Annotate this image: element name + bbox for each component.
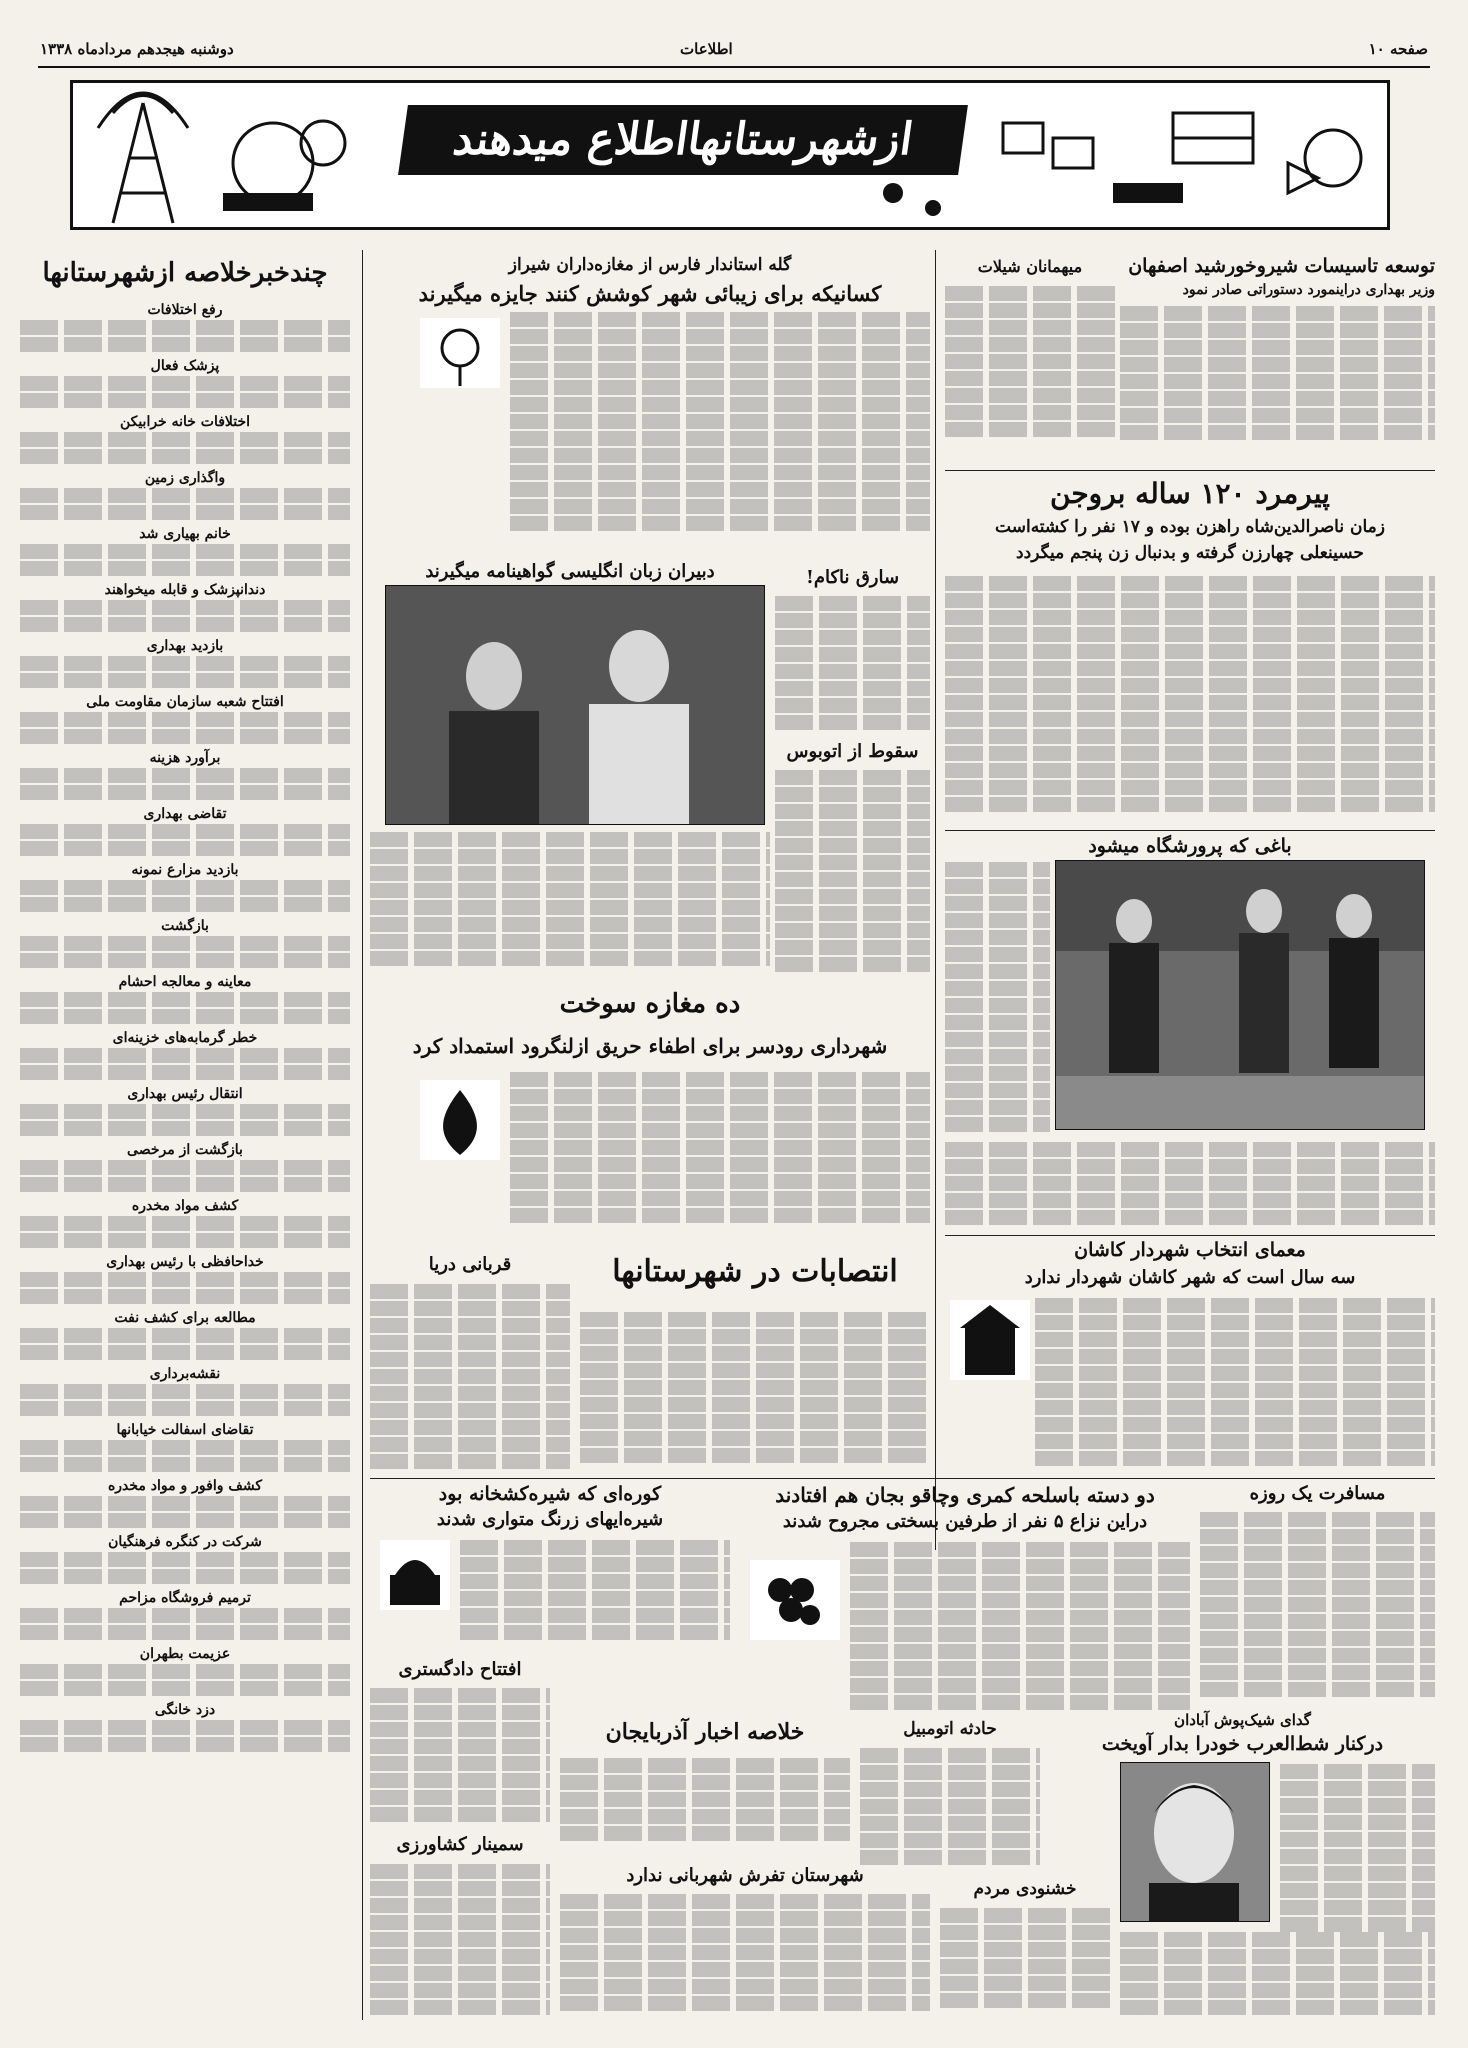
shops-subhead: شهرداری رودسر برای اطفاء حریق ازلنگرود استمداد کرد	[412, 1034, 888, 1058]
oldman-subhead-1: زمان ناصرالدین‌شاه راهزن بوده و ۱۷ نفر را کشته‌است	[995, 517, 1385, 537]
shatt-body-continued	[1120, 1930, 1435, 2020]
milk-body	[1120, 304, 1435, 454]
brief-news-item-body	[20, 712, 350, 744]
thief-headline: سارق ناکام!	[805, 567, 900, 588]
brief-news-item-body	[20, 320, 350, 352]
brief-news-item-body	[20, 432, 350, 464]
brief-news-item-title: نقشه‌برداری	[149, 1366, 221, 1382]
section-rule	[945, 1235, 1435, 1236]
bus-headline: سقوط از اتوبوس	[786, 741, 919, 762]
section-banner	[70, 80, 1390, 230]
brief-news-item-title: بازگشت از مرخصی	[127, 1142, 243, 1158]
farm-headline: سمینار کشاورزی	[396, 1834, 524, 1855]
brief-news-item-title: خطر گرمابه‌های خزینه‌ای	[112, 1030, 258, 1046]
masthead-rule	[38, 66, 1430, 68]
brief-news-item-title: واگذاری زمین	[144, 470, 226, 486]
tourism-headline: کسانیکه برای زیبائی شهر کوشش کنند جایزه میگیرند	[418, 281, 882, 306]
oldman-body-continued	[945, 860, 1050, 1140]
brief-news-item-body	[20, 1496, 350, 1528]
garden-headline: باغی که پرورشگاه میشود	[1088, 835, 1292, 857]
garden-body	[945, 1140, 1435, 1230]
groundbreaking-photo-icon	[1055, 861, 1424, 1130]
tafresh-headline: شهرستان تفرش شهربانی ندارد	[626, 1865, 864, 1886]
brief-news-item-title: دندانپزشک و قابله میخواهند	[104, 582, 266, 598]
brief-news-item-body	[20, 1328, 350, 1360]
brief-news-item-title: خداحافظی با رئیس بهداری	[106, 1254, 264, 1270]
oldman-subhead-2: حسینعلی چهارزن گرفته و بدنبال زن پنجم میگردد	[1016, 543, 1364, 563]
appointments-headline: انتصابات در شهرستانها	[612, 1254, 898, 1289]
fight-subhead: دراین نزاع ۵ نفر از طرفین بسختی مجروح شدند	[782, 1511, 1148, 1532]
court-headline: افتتاح دادگستری	[398, 1659, 522, 1680]
brief-news-item-body	[20, 544, 350, 576]
brief-news-item-title: تقاضی بهداری	[143, 806, 227, 822]
brief-news-item-body	[20, 1664, 350, 1696]
brief-news-item-body	[20, 376, 350, 408]
brief-news-item-title: افتتاح شعبه سازمان مقاومت ملی	[86, 694, 284, 710]
brief-news-item-body	[20, 1216, 350, 1248]
brief-news-item-title: دزد خانگی	[154, 1702, 216, 1718]
guests-headline: میهمانان شیلات	[977, 257, 1083, 276]
brief-news-item-body	[20, 600, 350, 632]
brief-news-item-title: کشف وافور و مواد مخدره	[107, 1478, 263, 1494]
brief-news-item-title: کشف مواد مخدره	[131, 1198, 239, 1214]
milk-subhead: وزیر بهداری دراینمورد دستوراتی صادر نمود	[1182, 282, 1435, 298]
accident-headline: حادثه اتومبیل	[903, 1719, 997, 1739]
portrait-photo	[1120, 1762, 1270, 1922]
kashan-headline: معمای انتخاب شهردار کاشان	[1074, 1239, 1306, 1261]
satisfaction-body	[940, 1906, 1110, 2021]
brief-news-item-body	[20, 1104, 350, 1136]
brief-news-item-body	[20, 1552, 350, 1584]
shatt-headline: درکنار شط‌العرب خودرا بدار آویخت	[1101, 1733, 1384, 1755]
brief-news-item-body	[20, 1440, 350, 1472]
brief-news-item-title: بازدید بهداری	[146, 638, 224, 654]
brief-news-item-title: پزشک فعال	[150, 358, 220, 374]
page-number: صفحه ۱۰	[1368, 40, 1428, 58]
farm-body	[370, 1862, 550, 2022]
oldman-headline: پیرمرد ۱۲۰ ساله بروجن	[1050, 477, 1330, 510]
sea-body	[370, 1282, 570, 1472]
fast-body	[1200, 1510, 1435, 1700]
brief-news-item-title: بازدید مزارع نمونه	[131, 862, 239, 878]
brief-news-item-body	[20, 1608, 350, 1640]
brief-news-item-title: انتقال رئیس بهداری	[127, 1086, 243, 1102]
bus-body	[775, 768, 930, 968]
brief-news-item-body	[20, 488, 350, 520]
brief-news-item-body	[20, 824, 350, 856]
sea-headline: قربانی دریا	[428, 1254, 512, 1275]
garden-photo	[1055, 860, 1425, 1130]
milk-headline: توسعه تاسیسات شیروخورشید اصفهان	[1128, 255, 1435, 277]
shatt-kicker: گدای شیک‌پوش آبادان	[1174, 1711, 1311, 1729]
kiln-headline: کوره‌ای که شیره‌کشخانه بود	[438, 1483, 662, 1505]
brief-news-item-body	[20, 656, 350, 688]
brief-news-item-title: خانم بهیاری شد	[139, 526, 231, 542]
fight-body	[740, 1540, 1190, 1710]
brief-news-item-body	[20, 880, 350, 912]
brief-news-item-body	[20, 936, 350, 968]
teachers-body	[370, 830, 770, 970]
kashan-subhead: سه سال است که شهر کاشان شهردار ندارد	[1024, 1267, 1356, 1288]
brief-news-item-title: اختلافات خانه خرابیکن	[119, 414, 251, 430]
portrait-icon	[1120, 1763, 1269, 1922]
tourism-kicker: گله استاندار فارس از مغازه‌داران شیراز	[508, 255, 792, 275]
brief-news-list	[20, 302, 350, 1752]
kiln-body	[370, 1538, 730, 1648]
brief-news-item-title: برآورد هزینه	[149, 750, 221, 766]
brief-news-item-body	[20, 1384, 350, 1416]
brief-news-item-title: بازگشت	[161, 918, 209, 934]
appointments-list	[580, 1310, 930, 1470]
fight-headline: دو دسته باسلحه کمری وچاقو بجان هم افتادند	[775, 1483, 1155, 1507]
brief-news-item-body	[20, 1720, 350, 1752]
issue-date: دوشنبه هیجدهم مردادماه ۱۳۳۸	[40, 40, 234, 58]
ceremony-photo-icon	[385, 586, 764, 825]
azerbaijan-headline: خلاصه اخبار آذربایجان	[605, 1719, 805, 1745]
column-rule	[362, 250, 363, 2020]
column-rule	[935, 250, 936, 1550]
paper-name: اطلاعات	[680, 40, 733, 58]
tafresh-body	[560, 1892, 930, 2022]
brief-news-item-body	[20, 1272, 350, 1304]
shatt-body	[1280, 1762, 1435, 1942]
tourism-body	[370, 310, 930, 550]
brief-news-item-body	[20, 1160, 350, 1192]
guests-body	[945, 284, 1115, 454]
teachers-headline: دبیران زبان انگلیسی گواهینامه میگیرند	[425, 561, 715, 582]
kashan-body	[945, 1296, 1435, 1466]
brief-news-item-title: عزیمت بطهران	[139, 1646, 231, 1662]
brief-news-item-title: ترمیم فروشگاه مزاحم	[119, 1590, 251, 1606]
oldman-body	[945, 574, 1435, 824]
brief-news-title: چندخبرخلاصه ازشهرستانها	[42, 258, 328, 288]
azerbaijan-body	[560, 1756, 850, 1856]
kiln-subhead: شیره‌ایهای زرنگ متواری شدند	[436, 1509, 664, 1530]
brief-news-item-body	[20, 992, 350, 1024]
court-body	[370, 1686, 550, 1826]
section-rule	[945, 470, 1435, 471]
section-rule	[945, 830, 1435, 831]
brief-news-column	[20, 250, 350, 1754]
banner-title: ازشهرستانهااطلاع میدهند	[398, 105, 968, 175]
section-rule	[370, 1478, 1435, 1479]
satisfaction-headline: خشنودی مردم	[973, 1879, 1077, 1899]
brief-news-item-body	[20, 768, 350, 800]
brief-news-item-title: رفع اختلافات	[147, 302, 223, 318]
accident-body	[860, 1746, 1040, 1876]
shops-body	[370, 1070, 930, 1235]
brief-news-item-title: معاینه و معالجه احشام	[118, 974, 252, 990]
thief-body	[775, 594, 930, 734]
shops-headline: ده مغازه سوخت	[559, 989, 741, 1019]
brief-news-item-body	[20, 1048, 350, 1080]
brief-news-item-title: مطالعه برای کشف نفت	[114, 1310, 256, 1326]
fast-headline: مسافرت یک روزه	[1249, 1483, 1386, 1504]
brief-news-item-title: شرکت در کنگره فرهنگیان	[108, 1534, 262, 1550]
teachers-photo	[385, 585, 765, 825]
brief-news-item-title: تقاضای اسفالت خیابانها	[116, 1422, 254, 1438]
